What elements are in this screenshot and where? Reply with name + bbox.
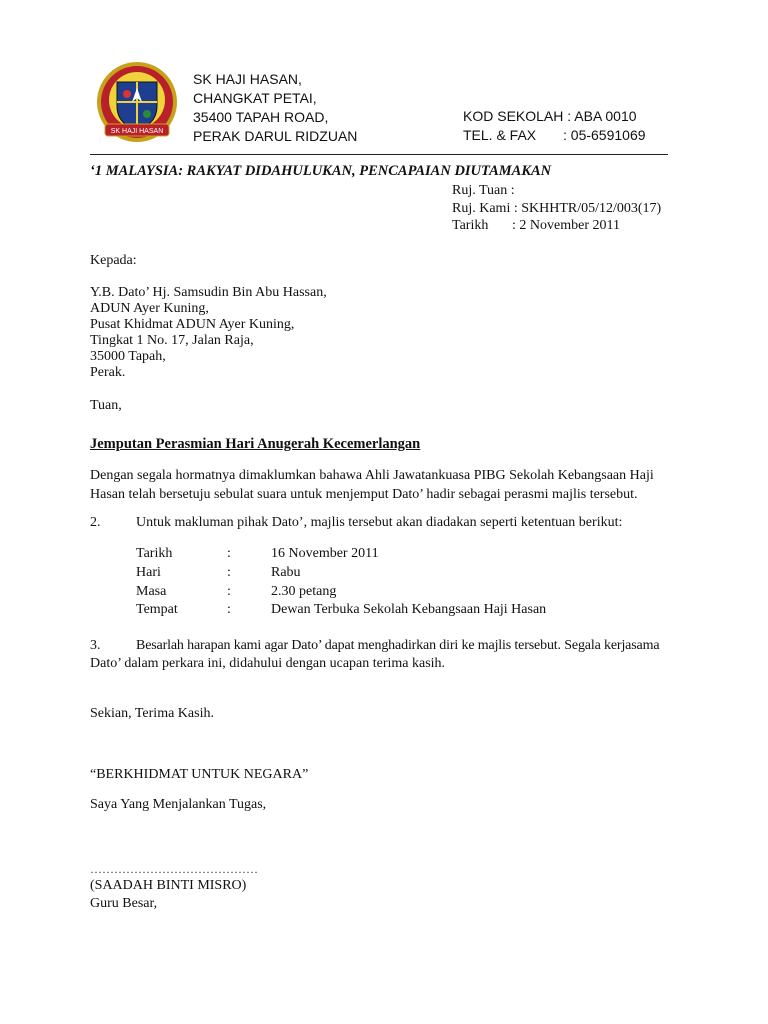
- para2-number: 2.: [90, 515, 101, 530]
- detail-label: Tempat: [136, 602, 178, 617]
- para3-number: 3.: [90, 638, 101, 653]
- recipient-line: Tingkat 1 No. 17, Jalan Raja,: [90, 333, 254, 348]
- signatory-name: (SAADAH BINTI MISRO): [90, 878, 247, 893]
- paragraph-line: Hasan telah bersetuju sebulat suara untuk menjemput Dato’ hadir sebagai perasmi majlis tersebut.: [90, 487, 638, 502]
- header-divider: [90, 154, 668, 155]
- detail-separator: :: [227, 546, 231, 561]
- closing-saya: Saya Yang Menjalankan Tugas,: [90, 797, 267, 812]
- detail-value: 2.30 petang: [271, 584, 337, 599]
- para2-text: Untuk makluman pihak Dato’, majlis tersebut akan diadakan seperti ketentuan berikut:: [136, 515, 623, 530]
- recipient-line: Y.B. Dato’ Hj. Samsudin Bin Abu Hassan,: [90, 285, 327, 300]
- ruj-kami: Ruj. Kami : SKHHTR/05/12/003(17): [452, 201, 662, 216]
- tarikh-value: : 2 November 2011: [512, 218, 620, 233]
- closing-sekian: Sekian, Terima Kasih.: [90, 706, 214, 721]
- recipient-line: Pusat Khidmat ADUN Ayer Kuning,: [90, 317, 295, 332]
- para3-line2: Dato’ dalam perkara ini, didahului dengan ucapan terima kasih.: [90, 656, 446, 671]
- tarikh-label: Tarikh: [452, 218, 489, 233]
- detail-value: Dewan Terbuka Sekolah Kebangsaan Haji Hasan: [271, 602, 547, 617]
- signature-line: ……………………………………: [90, 862, 258, 876]
- detail-value: 16 November 2011: [271, 546, 379, 561]
- kepada-label: Kepada:: [90, 253, 137, 268]
- detail-separator: :: [227, 602, 231, 617]
- recipient-line: 35000 Tapah,: [90, 349, 166, 364]
- crest-banner-text: SK HAJI HASAN: [110, 128, 164, 135]
- detail-label: Hari: [136, 565, 161, 580]
- paragraph-line: Dengan segala hormatnya dimaklumkan bahawa Ahli Jawatankuasa PIBG Sekolah Kebangsaan Haji: [90, 468, 654, 483]
- paragraph-1: [90, 466, 654, 504]
- school-address-line: 35400 TAPAH ROAD,: [193, 109, 329, 125]
- motto: ‘1 MALAYSIA: RAKYAT DIDAHULUKAN, PENCAPAIAN DIUTAMAKAN: [90, 163, 552, 179]
- letter-subject: Jemputan Perasmian Hari Anugerah Kecemerlangan: [90, 436, 421, 452]
- para3-line1: Besarlah harapan kami agar Dato’ dapat menghadirkan diri ke majlis tersebut. Segala kerjasama: [136, 638, 660, 653]
- school-code: KOD SEKOLAH : ABA 0010: [463, 108, 637, 124]
- tel-fax-label: TEL. & FAX: [463, 127, 537, 143]
- recipient-line: ADUN Ayer Kuning,: [90, 301, 209, 316]
- closing-slogan: “BERKHIDMAT UNTUK NEGARA”: [90, 767, 309, 782]
- detail-separator: :: [227, 584, 231, 599]
- detail-label: Masa: [136, 584, 167, 599]
- ruj-tuan: Ruj. Tuan :: [452, 183, 515, 198]
- school-crest-logo: [95, 62, 179, 146]
- school-address: [193, 70, 357, 146]
- school-name: SK HAJI HASAN,: [193, 71, 302, 87]
- school-address-line: PERAK DARUL RIDZUAN: [193, 128, 358, 144]
- recipient-address: [90, 285, 327, 381]
- recipient-line: Perak.: [90, 365, 126, 380]
- tel-fax-value: : 05-6591069: [563, 127, 646, 143]
- detail-label: Tarikh: [136, 546, 173, 561]
- school-address-line: CHANGKAT PETAI,: [193, 90, 317, 106]
- detail-separator: :: [227, 565, 231, 580]
- signatory-title: Guru Besar,: [90, 896, 158, 911]
- salutation: Tuan,: [90, 398, 122, 413]
- detail-value: Rabu: [271, 565, 301, 580]
